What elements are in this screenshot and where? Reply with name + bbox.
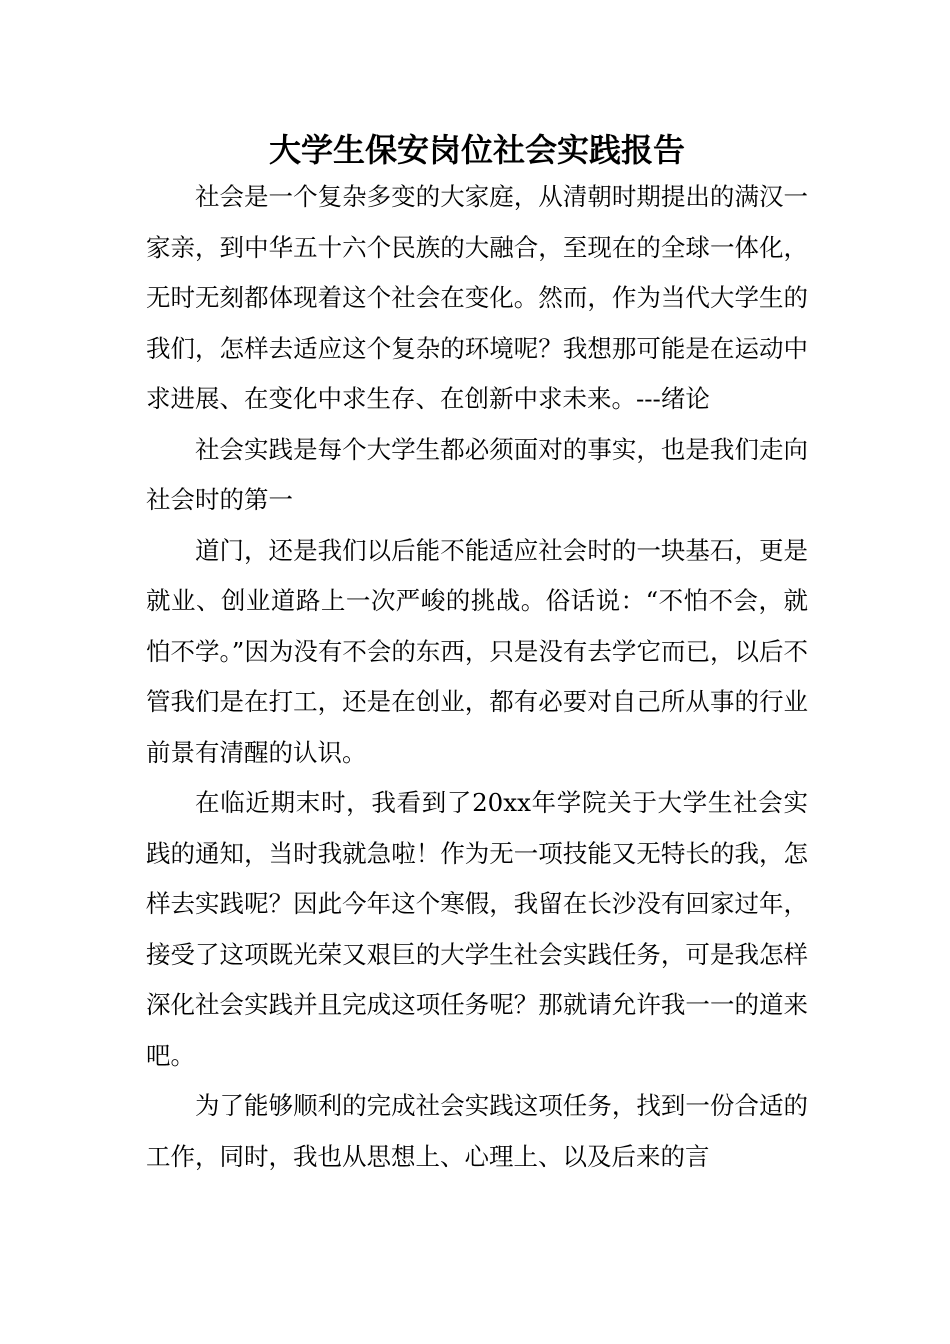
document-title: 大学生保安岗位社会实践报告 xyxy=(268,131,685,169)
paragraph-practice-first: 社会实践是每个大学生都必须面对的事实，也是我们走向社会时的第一 xyxy=(146,434,808,514)
document-page xyxy=(146,128,808,1182)
paragraph-practice-gate: 道门，还是我们以后能不能适应社会时的一块基石，更是就业、创业道路上一次严峻的挑战。俗话说：“不怕不会，就怕不学。”因为没有不会的东西，只是没有去学它而已，以后不管我们是在打工，还是在创业，都有必要对自己所从事的行业前景有清醒的认识。 xyxy=(146,535,808,767)
paragraph-winter-break: 在临近期末时，我看到了20xx年学院关于大学生社会实践的通知，当时我就急啦！作为无一项技能又无特长的我，怎样去实践呢？因此今年这个寒假，我留在长沙没有回家过年，接受了这项既光荣又艰巨的大学生社会实践任务，可是我怎样深化社会实践并且完成这项任务呢？那就请允许我一一的道来吧。 xyxy=(146,788,808,1070)
paragraph-intro: 社会是一个复杂多变的大家庭，从清朝时期提出的满汉一家亲，到中华五十六个民族的大融合，至现在的全球一体化，无时无刻都体现着这个社会在变化。然而，作为当代大学生的我们，怎样去适应这个复杂的环境呢？我想那可能是在运动中求进展、在变化中求生存、在创新中求未来。---绪论 xyxy=(146,182,808,413)
paragraph-preparation: 为了能够顺利的完成社会实践这项任务，找到一份合适的工作，同时，我也从思想上、心理上、以及后来的言 xyxy=(146,1091,808,1171)
